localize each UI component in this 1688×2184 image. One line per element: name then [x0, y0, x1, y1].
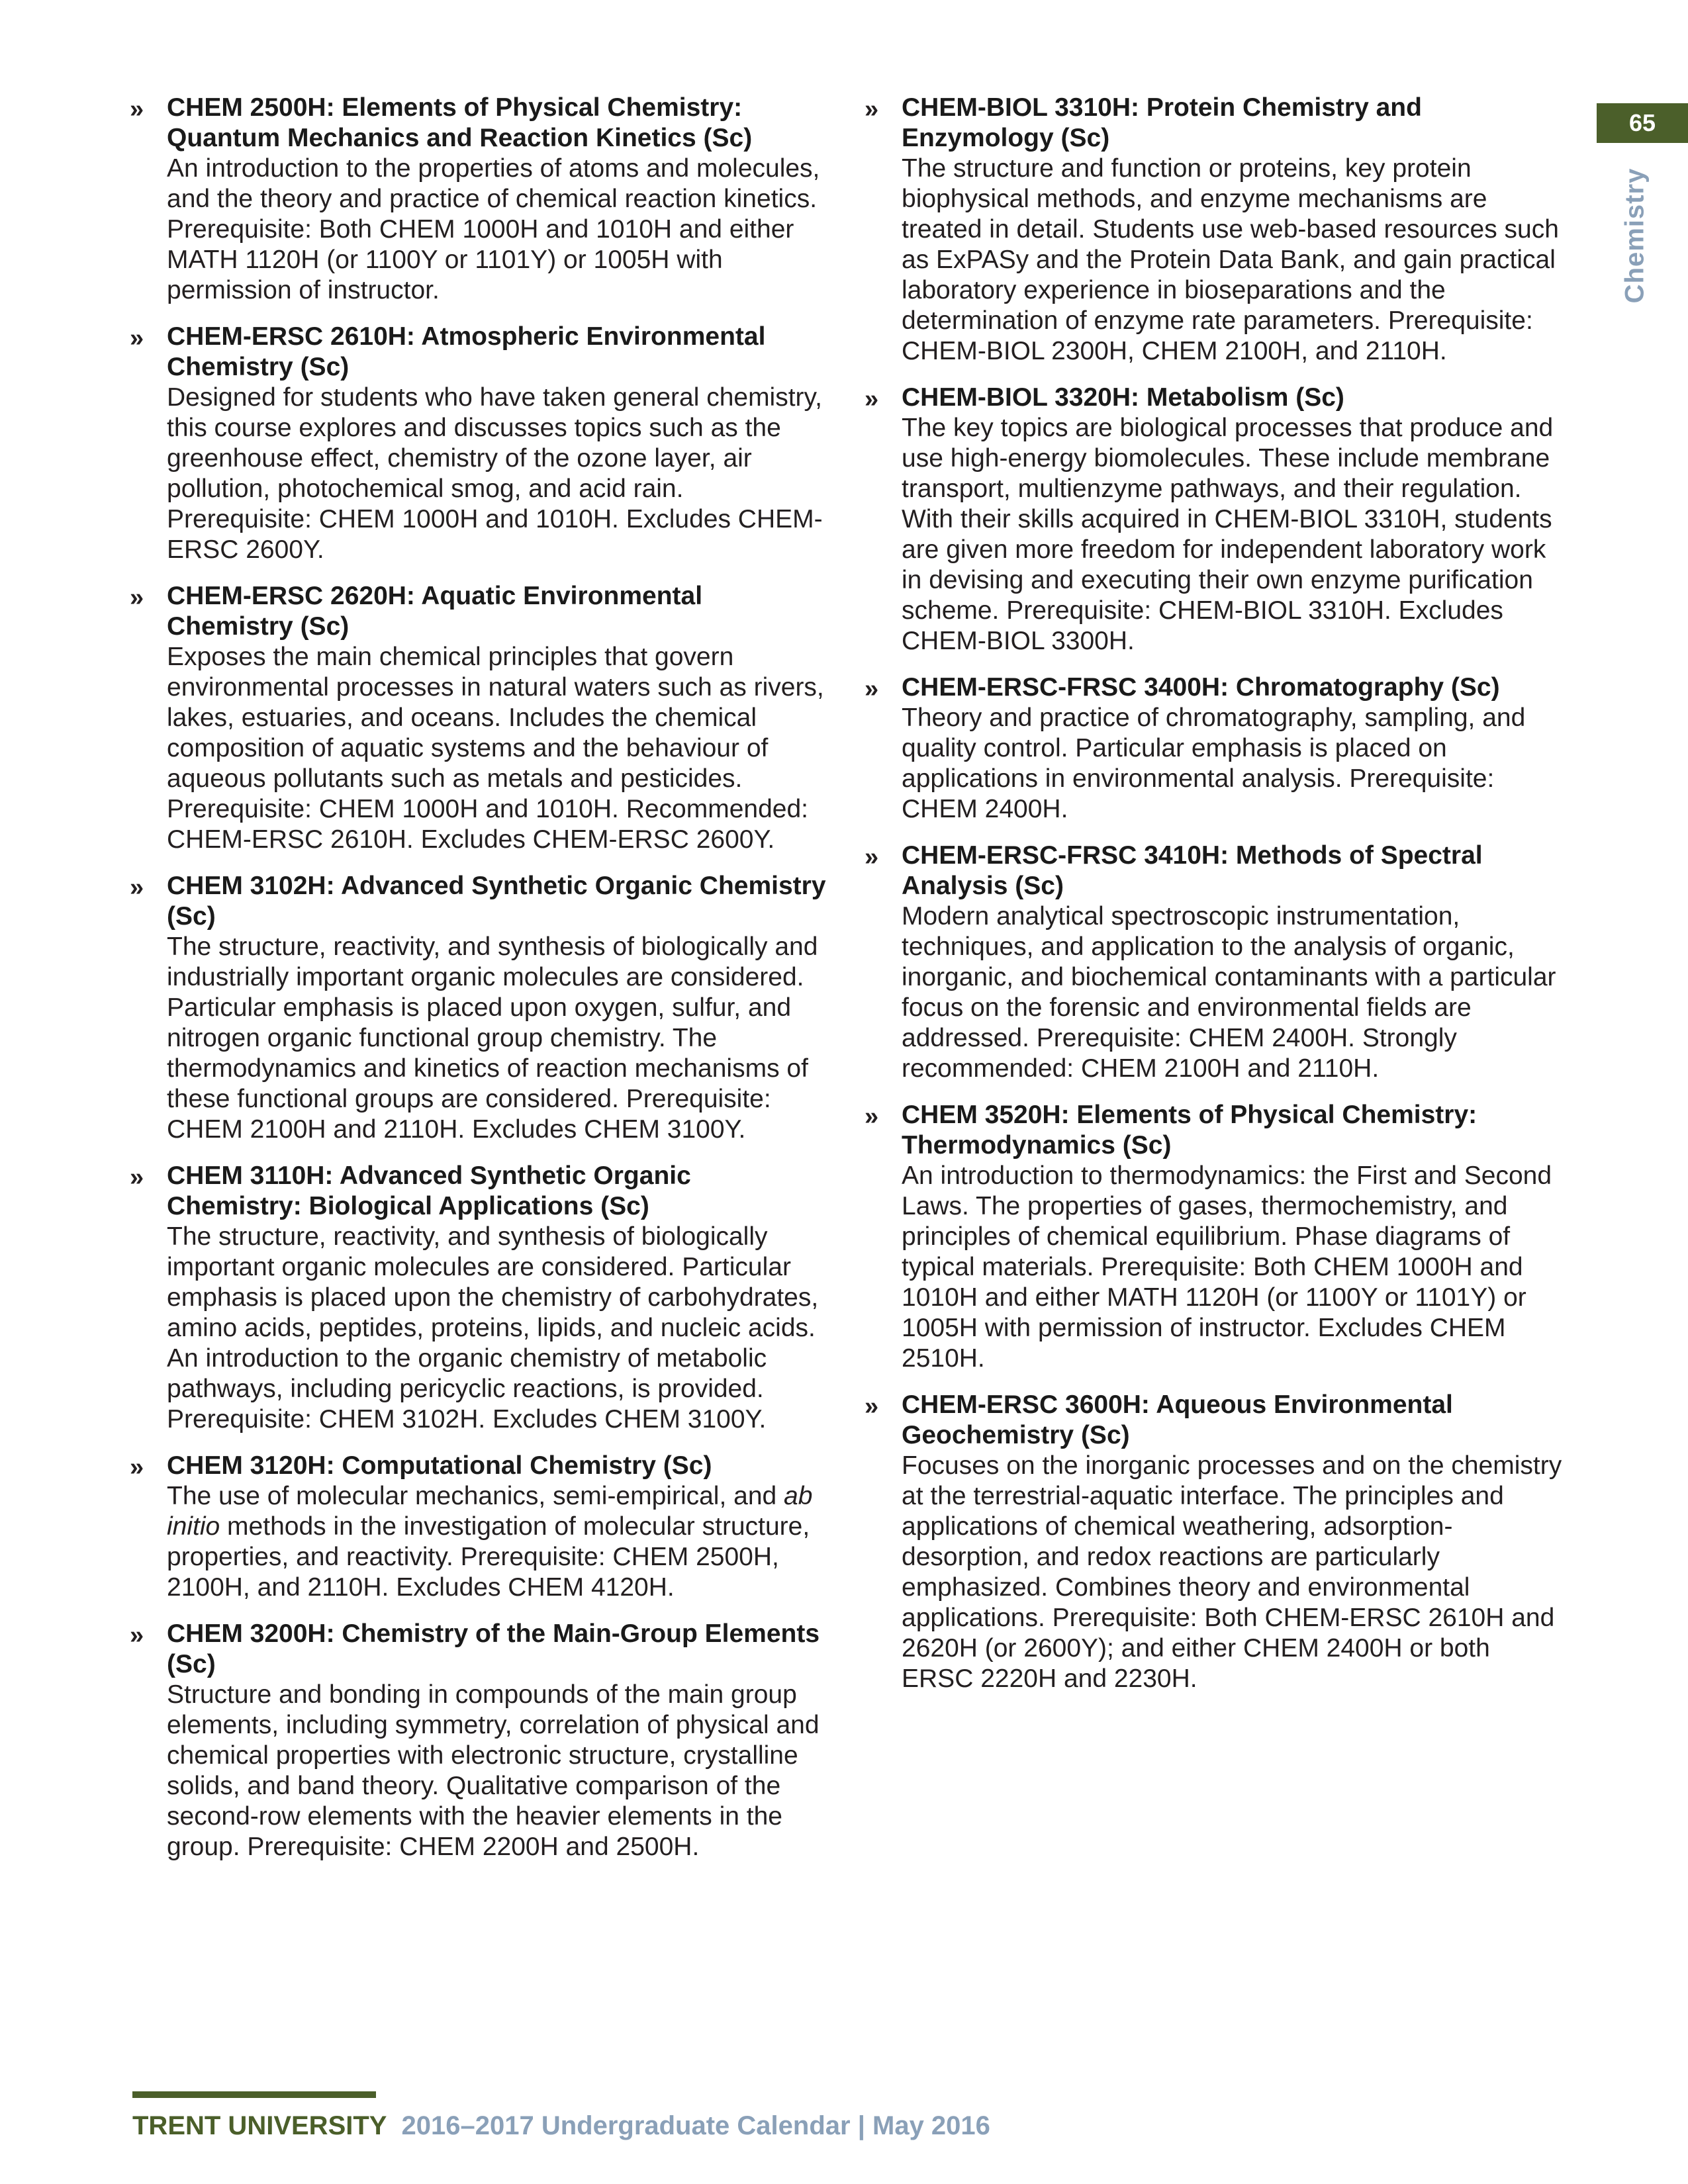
course-entry: [130, 871, 831, 1145]
bullet-icon: »: [865, 675, 879, 703]
course-title: CHEM 3110H: Advanced Synthetic Organic Chemistry: Biological Applications (Sc): [167, 1161, 691, 1220]
course-description: An introduction to thermodynamics: the First and Second Laws. The properties of gases, thermochemistry, and principles of chemical equilibrium. Phase diagrams of typical materials. Prerequisite: Both CHEM 1000H and 1010H and either MATH 1120H (or 1100Y or 1101Y) or 1005H with permission of instructor. Excludes CHEM 2510H.: [902, 1161, 1552, 1373]
course-description: [167, 1482, 812, 1602]
course-description: An introduction to the properties of atoms and molecules, and the theory and practice of chemical reaction kinetics. Prerequisite: Both CHEM 1000H and 1010H and either MATH 1120H (or 1100Y or 1101Y) or 1005H with permission of instructor.: [167, 154, 820, 304]
course-description: Focuses on the inorganic processes and on the chemistry at the terrestrial-aquatic interface. The principles and applications of chemical weathering, adsorption-desorption, and redox reactions are particularly emphasized. Combines theory and environmental applications. Prerequisite: Both CHEM-ERSC 2610H and 2620H (or 2600Y); and either CHEM 2400H or both ERSC 2220H and 2230H.: [902, 1451, 1562, 1693]
course-entry: [865, 93, 1566, 367]
course-title: CHEM-ERSC-FRSC 3400H: Chromatography (Sc): [902, 673, 1500, 702]
course-entry: [130, 1451, 831, 1603]
bullet-icon: »: [130, 1621, 144, 1649]
bullet-icon: »: [130, 324, 144, 352]
left-column: [130, 93, 831, 1878]
course-entry: [130, 1161, 831, 1435]
bullet-icon: »: [130, 1453, 144, 1481]
course-title: CHEM 3120H: Computational Chemistry (Sc): [167, 1451, 712, 1480]
course-entry: [865, 383, 1566, 657]
course-description: Theory and practice of chromatography, sampling, and quality control. Particular emphasis is placed on applications in environmental analysis. Prerequisite: CHEM 2400H.: [902, 704, 1526, 823]
course-description: The structure and function or proteins, key protein biophysical methods, and enzyme mechanisms are treated in detail. Students use web-based resources such as ExPASy and the Protein Data Bank, and gain practical laboratory experience in bioseparations and the determination of enzyme rate parameters. Prerequisite: CHEM-BIOL 2300H, CHEM 2100H, and 2110H.: [902, 154, 1559, 365]
bullet-icon: »: [865, 1103, 879, 1130]
course-title: CHEM-ERSC 2610H: Atmospheric Environmental Chemistry (Sc): [167, 322, 766, 381]
course-title: CHEM-ERSC-FRSC 3410H: Methods of Spectral Analysis (Sc): [902, 841, 1483, 900]
footer-divider: [132, 2091, 376, 2098]
course-description: The structure, reactivity, and synthesis of biologically and industrially important organic molecules are considered. Particular emphasis is placed upon oxygen, sulfur, and nitrogen organic functional group chemistry. The thermodynamics and kinetics of reaction mechanisms of these functional groups are considered. Prerequisite: CHEM 2100H and 2110H. Excludes CHEM 3100Y.: [167, 933, 818, 1144]
footer: [132, 2111, 990, 2141]
course-entry: [130, 93, 831, 306]
course-description-italic: ab initio: [167, 1482, 813, 1541]
course-title: CHEM-ERSC 2620H: Aquatic Environmental Chemistry (Sc): [167, 582, 703, 641]
course-description: The key topics are biological processes that produce and use high-energy biomolecules. These include membrane transport, multienzyme pathways, and their regulation. With their skills acquired in CHEM-BIOL 3310H, students are given more freedom for independent laboratory work in devising and executing their own enzyme purification scheme. Prerequisite: CHEM-BIOL 3310H. Excludes CHEM-BIOL 3300H.: [902, 414, 1554, 655]
course-description: The structure, reactivity, and synthesis of biologically important organic molecules are considered. Particular emphasis is placed upon the chemistry of carbohydrates, amino acids, peptides, proteins, lipids, and nucleic acids. An introduction to the organic chemistry of metabolic pathways, including pericyclic reactions, is provided. Prerequisite: CHEM 3102H. Excludes CHEM 3100Y.: [167, 1222, 819, 1433]
course-description: Exposes the main chemical principles that govern environmental processes in natural waters such as rivers, lakes, estuaries, and oceans. Includes the chemical composition of aquatic systems and the behaviour of aqueous pollutants such as metals and pesticides. Prerequisite: CHEM 1000H and 1010H. Recommended: CHEM-ERSC 2610H. Excludes CHEM-ERSC 2600Y.: [167, 643, 824, 854]
footer-university: TRENT UNIVERSITY: [132, 2111, 387, 2140]
page-number: 65: [1597, 103, 1688, 143]
footer-calendar: 2016–2017 Undergraduate Calendar | May 2016: [401, 2111, 990, 2140]
course-description: Designed for students who have taken general chemistry, this course explores and discusses topics such as the greenhouse effect, chemistry of the ozone layer, air pollution, photochemical smog, and acid rain. Prerequisite: CHEM 1000H and 1010H. Excludes CHEM-ERSC 2600Y.: [167, 383, 823, 564]
section-side-label: Chemistry: [1620, 167, 1650, 304]
course-title: CHEM 3102H: Advanced Synthetic Organic Chemistry (Sc): [167, 872, 826, 931]
course-entry: [130, 1619, 831, 1862]
course-entry: [130, 581, 831, 855]
course-title: CHEM-ERSC 3600H: Aqueous Environmental Geochemistry (Sc): [902, 1390, 1453, 1449]
bullet-icon: »: [865, 1392, 879, 1420]
course-title: CHEM 3520H: Elements of Physical Chemistry: Thermodynamics (Sc): [902, 1101, 1477, 1160]
bullet-icon: »: [130, 584, 144, 612]
course-entry: [865, 841, 1566, 1084]
course-entry: [865, 1390, 1566, 1694]
course-description: Structure and bonding in compounds of the main group elements, including symmetry, correlation of physical and chemical properties with electronic structure, crystalline solids, and band theory. Qualitative comparison of the second-row elements with the heavier elements in the group. Prerequisite: CHEM 2200H and 2500H.: [167, 1680, 820, 1861]
course-description-end: methods in the investigation of molecular structure, properties, and reactivity. Prerequisite: CHEM 2500H, 2100H, and 2110H. Excludes CHEM 4120H.: [167, 1512, 810, 1602]
course-description-start: The use of molecular mechanics, semi-empirical, and: [167, 1482, 784, 1510]
bullet-icon: »: [865, 843, 879, 871]
bullet-icon: »: [865, 385, 879, 413]
course-title: CHEM 3200H: Chemistry of the Main-Group Elements (Sc): [167, 1619, 820, 1678]
bullet-icon: »: [130, 95, 144, 123]
course-title: CHEM-BIOL 3320H: Metabolism (Sc): [902, 383, 1344, 412]
course-title: CHEM-BIOL 3310H: Protein Chemistry and Enzymology (Sc): [902, 93, 1422, 152]
course-description: Modern analytical spectroscopic instrumentation, techniques, and application to the analysis of organic, inorganic, and biochemical contaminants with a particular focus on the forensic and environmental fields are addressed. Prerequisite: CHEM 2400H. Strongly recommended: CHEM 2100H and 2110H.: [902, 902, 1556, 1083]
course-entry: [865, 1100, 1566, 1374]
bullet-icon: »: [865, 95, 879, 123]
course-title: CHEM 2500H: Elements of Physical Chemistry: Quantum Mechanics and Reaction Kinetics (Sc): [167, 93, 753, 152]
course-entry: [865, 672, 1566, 825]
course-entry: [130, 322, 831, 565]
right-column: [865, 93, 1566, 1710]
bullet-icon: »: [130, 874, 144, 901]
bullet-icon: »: [130, 1163, 144, 1191]
